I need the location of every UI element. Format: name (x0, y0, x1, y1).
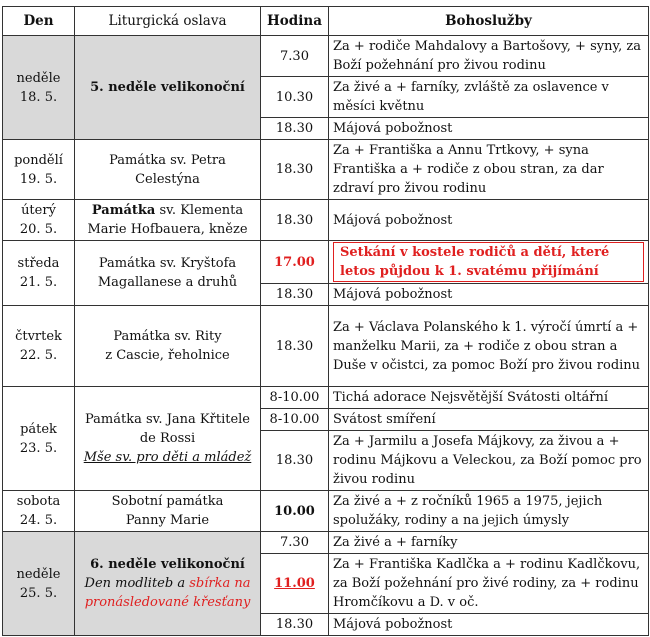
day-name: čtvrtek (15, 329, 62, 344)
service-cell: Májová pobožnost (329, 118, 649, 140)
time-cell: 18.30 (261, 118, 329, 140)
time-cell: 18.30 (261, 200, 329, 241)
service-cell: Za živé a + farníky, zvláště za oslavence v měsíci květnu (329, 77, 649, 118)
time-cell: 8-10.00 (261, 387, 329, 409)
service-cell: Za živé a + z ročníků 1965 a 1975, jejich spolužáky, rodiny a na jejich úmysly (329, 491, 649, 532)
schedule-row (3, 200, 649, 241)
service-cell: Svátost smíření (329, 409, 649, 431)
day-cell (3, 241, 75, 306)
header-den: Den (3, 7, 75, 36)
service-cell: Za + rodiče Mahdalovy a Bartošovy, + syny, za Boží požehnání pro živou rodinu (329, 36, 649, 77)
day-name: pondělí (14, 152, 63, 168)
feast-title: Památka sv. Jana Křtitele de Rossi (84, 412, 250, 446)
time-cell: 10.00 (261, 491, 329, 532)
service-cell: Za + Františka a Annu Trtkovy, + syna Františka a + rodiče z obou stran, za dar zdraví pro živou rodinu (329, 140, 649, 200)
day-date: 21. 5. (19, 275, 58, 290)
time-cell: 8-10.00 (261, 409, 329, 431)
day-name: neděle (16, 566, 61, 582)
feast-line-1: Památka sv. Rity (113, 329, 222, 344)
schedule-row (3, 532, 649, 554)
service-cell: Májová pobožnost (329, 284, 649, 306)
header-row (3, 7, 649, 36)
service-cell: Za + Jarmilu a Josefa Májkovy, za živou a + rodinu Májkovu a Veleckou, za Boží pomoc pro živou rodinu (329, 431, 649, 491)
header-hodina: Hodina (261, 7, 329, 36)
service-cell: Tichá adorace Nejsvětější Svátosti oltářní (329, 387, 649, 409)
feast-note (85, 576, 251, 610)
feast-cell: Památka sv. Petra Celestýna (75, 140, 261, 200)
day-cell (3, 532, 75, 636)
schedule-row (3, 306, 649, 387)
time-cell: 7.30 (261, 532, 329, 554)
feast-note: Mše sv. pro děti a mládež (83, 450, 252, 465)
service-cell: Májová pobožnost (329, 614, 649, 636)
time-cell: 11.00 (261, 554, 329, 614)
note-part-a: Den modliteb a (84, 576, 190, 591)
time-cell: 7.30 (261, 36, 329, 77)
schedule-row (3, 241, 649, 284)
day-name: sobota (16, 494, 61, 509)
day-date: 19. 5. (19, 171, 58, 187)
day-cell (3, 36, 75, 140)
time-cell: 18.30 (261, 284, 329, 306)
header-bohosluzby: Bohoslužby (329, 7, 649, 36)
service-cell: Májová pobožnost (329, 200, 649, 241)
service-cell: Za živé a + farníky (329, 532, 649, 554)
feast-cell (75, 200, 261, 241)
feast-bold: Památka (91, 203, 156, 218)
feast-rest: sv. Klementa Marie Hofbauera, kněze (87, 203, 248, 237)
feast-line-2: z Cascie, řeholnice (105, 348, 230, 363)
time-cell: 18.30 (261, 614, 329, 636)
day-date: 20. 5. (19, 222, 58, 237)
service-cell (329, 241, 649, 284)
time-cell: 18.30 (261, 431, 329, 491)
day-name: středa (17, 256, 60, 271)
schedule-row (3, 36, 649, 77)
day-name: pátek (20, 421, 57, 437)
day-cell (3, 387, 75, 491)
feast-title: 6. neděle velikonoční (90, 557, 245, 572)
schedule-row (3, 491, 649, 532)
feast-line-2: Panny Marie (125, 513, 210, 528)
feast-cell (75, 387, 261, 491)
day-name: úterý (21, 203, 56, 218)
header-oslava: Liturgická oslava (75, 7, 261, 36)
day-cell (3, 306, 75, 387)
highlight-box: Setkání v kostele rodičů a dětí, které letos půjdou k 1. svatému přijímání (333, 242, 644, 282)
day-name: neděle (16, 70, 61, 86)
day-date: 22. 5. (19, 348, 58, 363)
time-cell: 10.30 (261, 77, 329, 118)
day-cell (3, 140, 75, 200)
service-cell: Za + Václava Polanského k 1. výročí úmrtí a + manželku Marii, za + rodiče z obou stran a Duše v očistci, za pomoc Boží pro živou rodinu (329, 306, 649, 387)
day-date: 23. 5. (19, 440, 58, 456)
time-cell: 18.30 (261, 140, 329, 200)
time-cell: 17.00 (261, 241, 329, 284)
time-cell: 18.30 (261, 306, 329, 387)
feast-cell (75, 532, 261, 636)
feast-cell (75, 491, 261, 532)
day-date: 18. 5. (19, 89, 58, 105)
feast-cell: Památka sv. Kryštofa Magallanese a druhů (75, 241, 261, 306)
schedule-row (3, 140, 649, 200)
feast-cell (75, 306, 261, 387)
day-cell (3, 491, 75, 532)
schedule-row (3, 387, 649, 409)
note-part-b: sbírka na pronásledované křesťany (84, 576, 251, 610)
service-cell: Za + Františka Kadlčka a + rodinu Kadlčkovu, za Boží požehnání pro živé rodiny, za + rodinu Hromčíkovu a D. v oč. (329, 554, 649, 614)
day-cell (3, 200, 75, 241)
day-date: 24. 5. (19, 513, 58, 528)
feast-line-1: Sobotní památka (111, 494, 224, 509)
liturgy-schedule-table (2, 6, 649, 636)
feast-cell: 5. neděle velikonoční (75, 36, 261, 140)
day-date: 25. 5. (19, 585, 58, 601)
